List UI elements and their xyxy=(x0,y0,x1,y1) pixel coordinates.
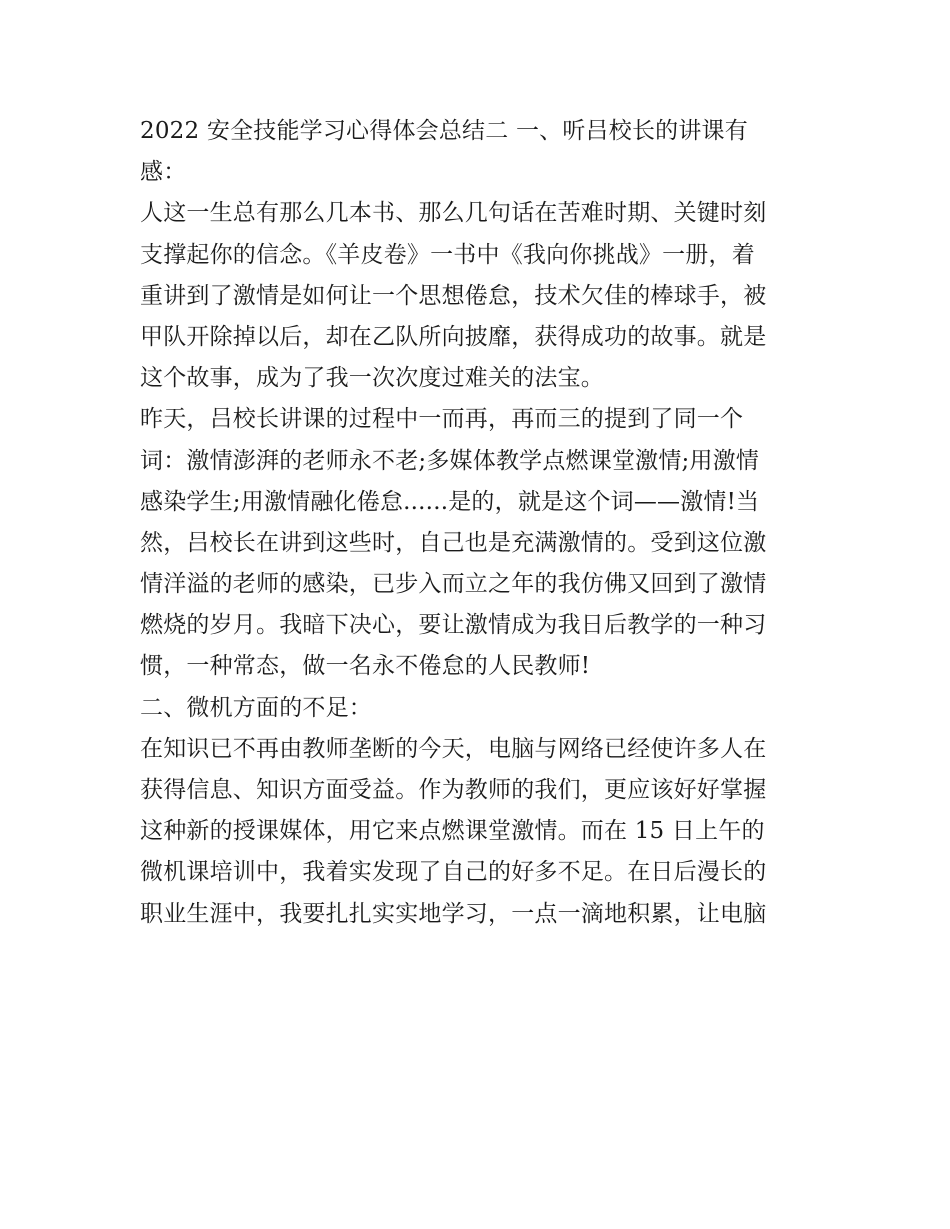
text-line: 人这一生总有那么几本书、那么几句话在苦难时期、关键时刻 xyxy=(140,200,767,227)
text-line: 感： xyxy=(140,159,187,186)
text-line: 然，吕校长在讲到这些时，自己也是充满激情的。受到这位激 xyxy=(140,529,767,556)
text-line: 2022 安全技能学习心得体会总结二 一、听吕校长的讲课有 xyxy=(140,118,748,144)
text-line: 重讲到了激情是如何让一个思想倦怠，技术欠佳的棒球手，被 xyxy=(140,282,767,309)
text-line: 情洋溢的老师的感染，已步入而立之年的我仿佛又回到了激情 xyxy=(140,571,767,598)
text-line: 在知识已不再由教师垄断的今天，电脑与网络已经使许多人在 xyxy=(140,735,767,762)
text-line: 二、微机方面的不足： xyxy=(140,694,372,721)
text-line: 获得信息、知识方面受益。作为教师的我们，更应该好好掌握 xyxy=(140,777,767,803)
text-line: 职业生涯中，我要扎扎实实地学习，一点一滴地积累，让电脑 xyxy=(140,900,767,927)
text-line: 这种新的授课媒体，用它来点燃课堂激情。而在 15 日上午的 xyxy=(140,818,765,845)
text-line: 微机课培训中，我着实发现了自己的好多不足。在日后漫长的 xyxy=(140,859,767,886)
text-line: 惯，一种常态，做一名永不倦怠的人民教师! xyxy=(140,653,591,680)
text-line: 燃烧的岁月。我暗下决心，要让激情成为我日后教学的一种习 xyxy=(140,612,767,639)
text-line: 这个故事，成为了我一次次度过难关的法宝。 xyxy=(140,365,604,392)
text-line: 甲队开除掉以后，却在乙队所向披靡，获得成功的故事。就是 xyxy=(140,323,767,350)
document-body xyxy=(140,111,820,935)
text-line: 感染学生;用激情融化倦怠......是的，就是这个词——激情!当 xyxy=(140,488,760,515)
text-line: 词：激情澎湃的老师永不老;多媒体教学点燃课堂激情;用激情 xyxy=(140,447,760,474)
text-line: 昨天，吕校长讲课的过程中一而再，再而三的提到了同一个 xyxy=(140,406,744,433)
text-line: 支撑起你的信念。《羊皮卷》一书中《我向你挑战》一册，着 xyxy=(140,241,755,268)
